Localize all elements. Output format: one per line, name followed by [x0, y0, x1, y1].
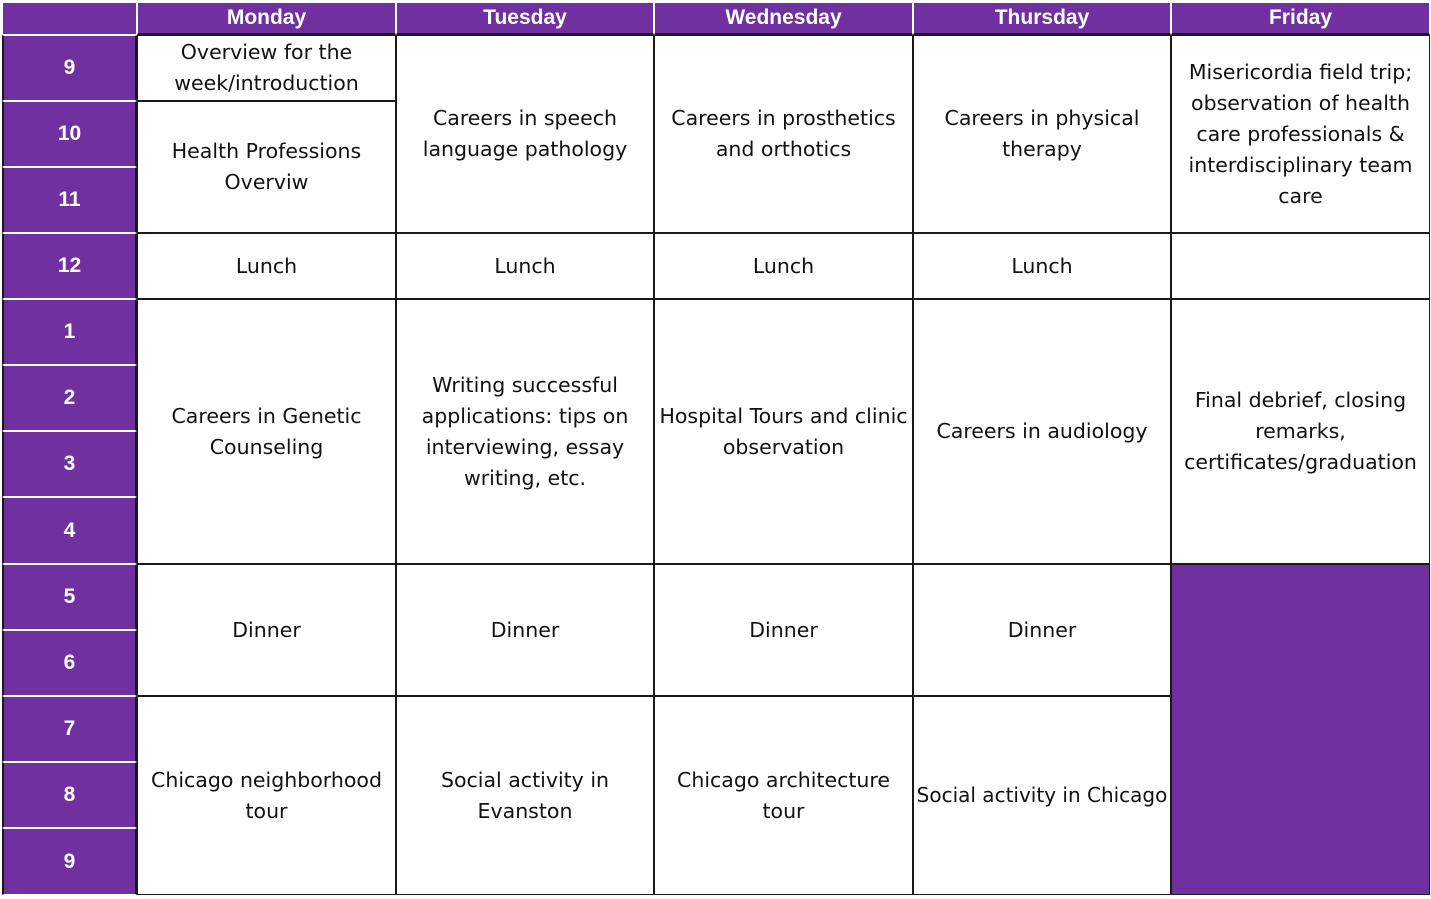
event-text: Social activity in Chicago	[916, 783, 1168, 807]
time-9pm: 9	[2, 828, 137, 895]
friday-debrief-cell	[1171, 299, 1430, 564]
event-text: Careers in prosthetics and orthotics	[671, 106, 896, 161]
schedule-table	[2, 2, 1430, 895]
friday-field-trip-cell	[1171, 35, 1430, 233]
header-friday: Friday	[1171, 2, 1430, 35]
thursday-lunch-cell	[913, 233, 1171, 299]
time-4pm: 4	[2, 497, 137, 564]
thursday-social-chicago-cell	[913, 696, 1171, 895]
event-text: Lunch	[752, 253, 815, 278]
wednesday-hospital-tours-cell	[654, 299, 913, 564]
monday-lunch-cell	[137, 233, 396, 299]
tuesday-applications-cell	[396, 299, 654, 564]
event-text: Chicago architecture tour	[677, 767, 890, 823]
event-text: Dinner	[749, 617, 818, 642]
time-11am: 11	[2, 167, 137, 233]
event-text: Misericordia field trip; observation of health care professionals & interdisciplinary team care	[1188, 59, 1413, 208]
wednesday-architecture-tour-cell	[654, 696, 913, 895]
time-5pm: 5	[2, 564, 137, 630]
thursday-audiology-cell	[913, 299, 1171, 564]
event-text: Lunch	[235, 253, 298, 278]
event-text: Health Professions Overviw	[171, 139, 362, 194]
header-thursday: Thursday	[913, 2, 1171, 35]
time-3pm: 3	[2, 431, 137, 497]
time-12pm: 12	[2, 233, 137, 299]
time-8pm: 8	[2, 762, 137, 828]
friday-evening-blocked-cell	[1171, 564, 1430, 895]
time-9am: 9	[2, 35, 137, 101]
header-monday: Monday	[137, 2, 396, 35]
thursday-dinner-cell	[913, 564, 1171, 696]
time-2pm: 2	[2, 365, 137, 431]
event-text: Writing successful applications: tips on interviewing, essay writing, etc.	[421, 372, 629, 490]
friday-lunch-cell	[1171, 233, 1430, 299]
event-text: Careers in Genetic Counseling	[171, 403, 362, 459]
event-text: Overview for the week/introduction	[174, 40, 359, 95]
event-text: Lunch	[1011, 253, 1073, 278]
monday-overview-cell	[137, 35, 396, 101]
event-text: Dinner	[490, 617, 560, 642]
tuesday-speech-pathology-cell	[396, 35, 654, 233]
time-1pm: 1	[2, 299, 137, 365]
event-text: Dinner	[232, 617, 301, 642]
tuesday-dinner-cell	[396, 564, 654, 696]
tuesday-lunch-cell	[396, 233, 654, 299]
event-text: Chicago neighborhood tour	[151, 767, 382, 823]
event-text: Careers in audiology	[936, 419, 1148, 443]
event-text: Hospital Tours and clinic observation	[659, 403, 908, 459]
event-text: Final debrief, closing remarks, certificates/graduation	[1184, 388, 1417, 474]
header-corner-cell	[2, 2, 137, 35]
header-wednesday: Wednesday	[654, 2, 913, 35]
event-text: Careers in physical therapy	[944, 106, 1140, 161]
event-text: Lunch	[494, 253, 556, 278]
tuesday-social-evanston-cell	[396, 696, 654, 895]
wednesday-prosthetics-cell	[654, 35, 913, 233]
wednesday-dinner-cell	[654, 564, 913, 696]
event-text: Social activity in Evanston	[440, 767, 610, 823]
monday-genetic-counseling-cell	[137, 299, 396, 564]
header-tuesday: Tuesday	[396, 2, 654, 35]
time-6pm: 6	[2, 630, 137, 696]
thursday-physical-therapy-cell	[913, 35, 1171, 233]
monday-health-professions-cell	[137, 101, 396, 233]
event-text: Dinner	[1007, 617, 1077, 642]
time-10am: 10	[2, 101, 137, 167]
monday-neighborhood-tour-cell	[137, 696, 396, 895]
monday-dinner-cell	[137, 564, 396, 696]
time-7pm: 7	[2, 696, 137, 762]
wednesday-lunch-cell	[654, 233, 913, 299]
event-text: Careers in speech language pathology	[422, 106, 628, 161]
